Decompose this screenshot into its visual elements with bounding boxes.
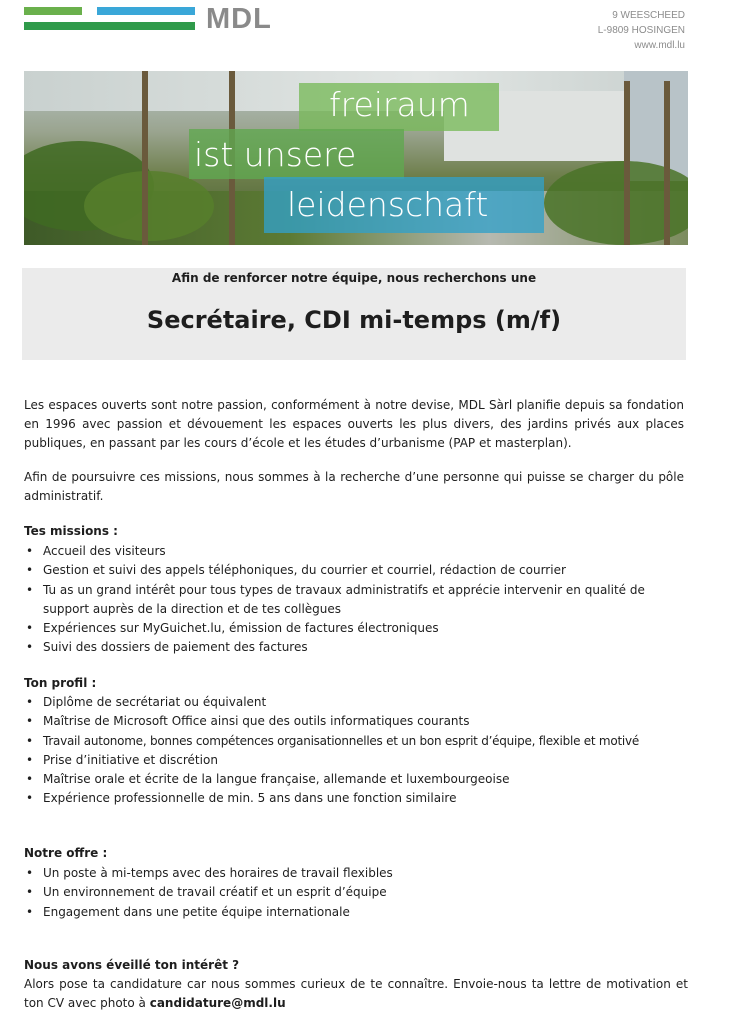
list-item-text: Diplôme de secrétariat ou équivalent: [43, 695, 267, 709]
banner-slogan-line-1: freiraum: [329, 85, 470, 124]
missions-list: [24, 542, 689, 658]
list-item: [24, 770, 689, 789]
company-logo: [24, 3, 294, 35]
list-item-text: Un poste à mi-temps avec des horaires de travail flexibles: [43, 866, 393, 880]
list-item: [24, 751, 689, 770]
bullet: •: [26, 563, 34, 578]
list-item-text: Engagement dans une petite équipe internationale: [43, 904, 350, 919]
bullet: •: [26, 772, 34, 787]
list-item-text: Un environnement de travail créatif et un esprit d’équipe: [43, 885, 387, 900]
company-description: Les espaces ouverts sont notre passion, conformément à notre devise, MDL Sàrl planifie depuis sa fondation en 1996 avec passion et dévouement les espaces ouverts les plus divers, des jardins privés aux places publiques, en passant par les cours d’école et les études d’urbanisme (PAP et masterplan).: [24, 398, 684, 450]
bullet: •: [26, 582, 34, 597]
list-item: [24, 712, 689, 731]
list-item: [24, 542, 689, 561]
list-item: [24, 903, 689, 922]
cta-text: [24, 975, 688, 1013]
list-item-text: Expérience professionnelle de min. 5 ans dans une fonction similaire: [43, 791, 457, 806]
company-address: [598, 8, 685, 53]
job-title: Secrétaire, CDI mi-temps (m/f): [146, 306, 562, 334]
list-item: [24, 883, 689, 902]
list-item-text: Maîtrise orale et écrite de la langue française, allemande et luxembourgeoise: [43, 772, 510, 787]
application-email-link[interactable]: candidature@mdl.lu: [149, 996, 286, 1010]
logo-green-bar: [24, 7, 82, 15]
list-item: [24, 732, 689, 751]
logo-text: MDL: [206, 3, 272, 35]
list-item-text: Suivi des dossiers de paiement des factures: [43, 640, 308, 655]
banner-slogan-line-3: leidenschaft: [287, 185, 489, 224]
bullet: •: [26, 904, 34, 919]
list-item-text: Tu as un grand intérêt pour tous types de travaux administratifs et apprécie intervenir en qualité de support auprès de la direction et de tes collègues: [43, 582, 645, 616]
list-item-text: Maîtrise de Microsoft Office ainsi que des outils informatiques courants: [43, 714, 470, 729]
list-item-text: Expériences sur MyGuichet.lu, émission de factures électroniques: [43, 621, 439, 636]
bullet: •: [26, 885, 34, 900]
bullet: •: [26, 791, 34, 806]
list-item: [24, 638, 689, 657]
job-intro: Afin de renforcer notre équipe, nous recherchons une: [171, 271, 537, 285]
list-item: [24, 693, 689, 712]
bullet: •: [26, 866, 34, 880]
banner-tree-trunk: [142, 71, 148, 245]
list-item: [24, 581, 689, 620]
banner-shrub: [84, 171, 214, 241]
bullet: •: [26, 640, 34, 655]
offer-list: [24, 864, 689, 922]
cta-body: Alors pose ta candidature car nous sommes curieux de te connaître. Envoie-nous ta lettre de motivation et ton CV avec photo à: [24, 977, 688, 1010]
bullet: •: [26, 544, 34, 558]
missions-heading: Tes missions :: [24, 524, 118, 538]
logo-blue-bar: [97, 7, 195, 15]
address-street: 9 WEESCHEED: [612, 10, 685, 21]
job-title-box: [22, 268, 686, 360]
list-item-text: Travail autonome, bonnes compétences organisationnelles et un bon esprit d’équipe, flexible et motivé: [43, 733, 639, 748]
banner-image: [24, 71, 688, 245]
list-item-text: Accueil des visiteurs: [43, 544, 166, 558]
bullet: •: [26, 752, 34, 767]
profile-heading: Ton profil :: [24, 676, 97, 690]
list-item-text: Prise d’initiative et discrétion: [43, 752, 218, 767]
list-item-text: Gestion et suivi des appels téléphoniques, du courrier et courriel, rédaction de courrier: [43, 563, 566, 578]
list-item: [24, 864, 689, 883]
address-city: L-9809 HOSINGEN: [597, 25, 685, 36]
bullet: •: [26, 733, 33, 748]
position-description: Afin de poursuivre ces missions, nous sommes à la recherche d’une personne qui puisse se charger du pôle administratif.: [24, 470, 684, 503]
logo-dark-green-bar: [24, 22, 195, 30]
bullet: •: [26, 714, 34, 729]
list-item: [24, 619, 689, 638]
list-item: [24, 561, 689, 580]
list-item: [24, 789, 689, 808]
address-website[interactable]: www.mdl.lu: [634, 40, 685, 51]
bullet: •: [26, 695, 34, 709]
bullet: •: [26, 621, 34, 636]
banner-tree-trunk: [624, 81, 630, 245]
offer-heading: Notre offre :: [24, 846, 108, 860]
cta-heading: Nous avons éveillé ton intérêt ?: [24, 958, 240, 972]
profile-list: [24, 693, 689, 809]
banner-slogan-line-2: ist unsere: [194, 135, 357, 174]
banner-tree-trunk: [664, 81, 670, 245]
